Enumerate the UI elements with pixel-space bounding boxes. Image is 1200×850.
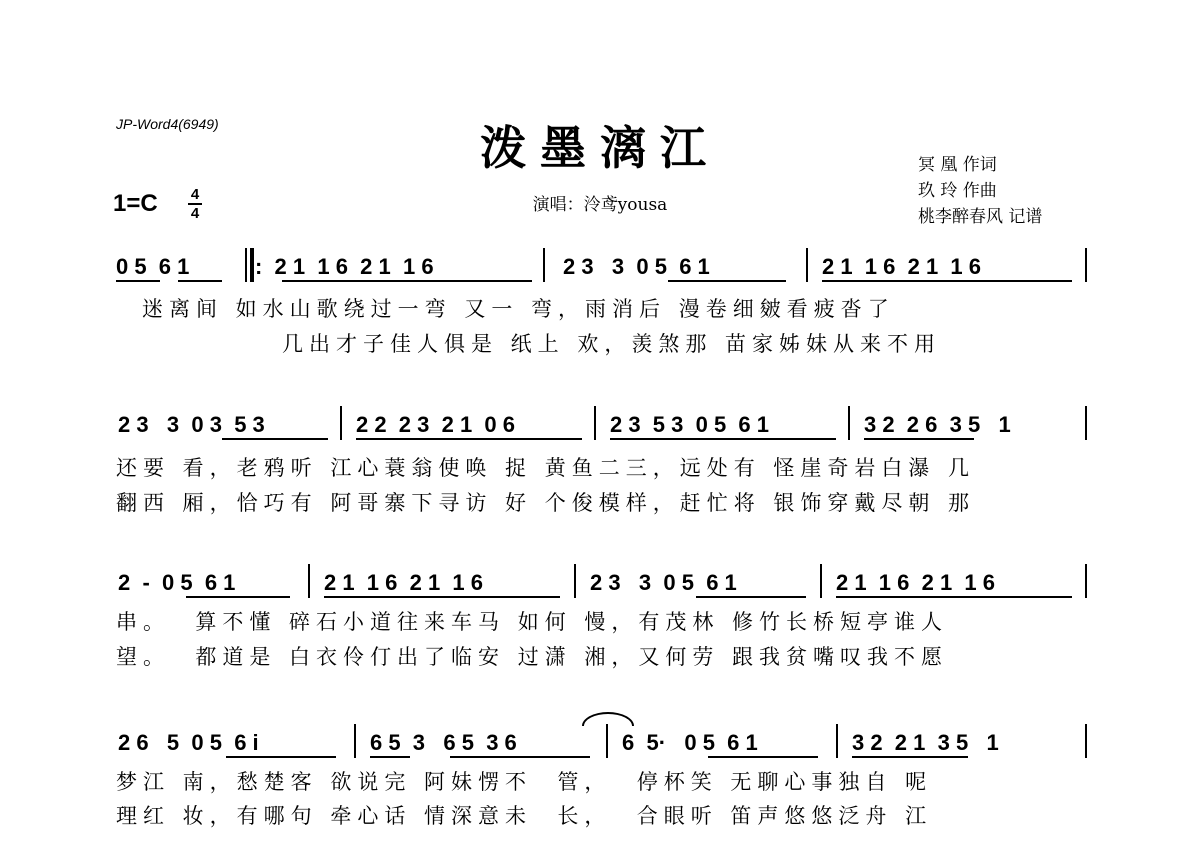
slur-mark: [582, 712, 634, 726]
underline: [450, 756, 590, 758]
underline: [610, 438, 836, 440]
measure-1-1: 0 5 6 1: [116, 254, 190, 279]
underline: [852, 756, 968, 758]
measure-2-2: 2 2 2 3 2 1 0 6: [356, 412, 516, 437]
measure-3-4: 2 1 1 6 2 1 1 6: [836, 570, 996, 595]
underline: [696, 596, 806, 598]
repeat-barline-thin: [245, 248, 247, 282]
underline: [186, 596, 290, 598]
underline: [708, 756, 818, 758]
underline: [222, 438, 328, 440]
barline: [1085, 406, 1087, 440]
key-signature: 1=C: [113, 190, 158, 217]
underline: [836, 596, 1072, 598]
barline: [820, 564, 822, 598]
barline: [594, 406, 596, 440]
barline: [1085, 724, 1087, 758]
underline: [324, 596, 560, 598]
measure-2-4: 3 2 2 6 3 5 1: [864, 412, 1011, 437]
underline: [282, 280, 532, 282]
measure-4-3: 6 5· 0 5 6 1: [622, 730, 758, 755]
underline: [116, 280, 160, 282]
barline: [574, 564, 576, 598]
barline: [340, 406, 342, 440]
barline: [543, 248, 545, 282]
measure-3-1: 2 - 0 5 6 1: [118, 570, 236, 595]
barline: [848, 406, 850, 440]
singer-credit: 演唱：泠鸢yousa: [532, 195, 668, 215]
barline: [1085, 248, 1087, 282]
underline: [178, 280, 222, 282]
measure-1-2: : 2 1 1 6 2 1 1 6: [255, 254, 434, 279]
lyrics-line-1: 串。 算不懂 碎石小道往来车马 如何 慢，有茂林 修竹长桥短亭谁人: [116, 610, 949, 634]
barline: [1085, 564, 1087, 598]
measure-3-3: 2 3 3 0 5 6 1: [590, 570, 737, 595]
lyrics-line-1: 梦江 南，愁楚客 欲说完 阿妹愣不 管， 停杯笑 无聊心事独自 呢: [116, 770, 933, 794]
measure-4-4: 3 2 2 1 3 5 1: [852, 730, 999, 755]
underline: [370, 756, 410, 758]
barline: [308, 564, 310, 598]
underline: [356, 438, 582, 440]
measure-3-2: 2 1 1 6 2 1 1 6: [324, 570, 484, 595]
measure-1-3: 2 3 3 0 5 6 1: [563, 254, 710, 279]
lyrics-line-2: 理红 妆，有哪句 牵心话 情深意未 长， 合眼听 笛声悠悠泛舟 江: [116, 804, 933, 828]
measure-4-2: 6 5 3 6 5 3 6: [370, 730, 517, 755]
lyrics-line-2: 几出才子佳人俱是 纸上 欢，羡煞那 苗家姊妹从来不用: [282, 332, 942, 356]
composer-credit: 玖 玲 作曲: [918, 181, 997, 201]
underline: [822, 280, 1072, 282]
software-version: JP-Word4(6949): [116, 116, 219, 132]
time-signature: [188, 186, 202, 222]
song-title: 泼墨漓江: [480, 121, 720, 175]
transcriber-credit: 桃李醉春风 记谱: [918, 207, 1043, 227]
measure-4-1: 2 6 5 0 5 6 i: [118, 730, 259, 755]
underline: [668, 280, 786, 282]
lyrics-line-1: 还要 看，老鸦听 江心蓑翁使唤 捉 黄鱼二三，远处有 怪崖奇岩白瀑 几: [116, 456, 976, 480]
lyrics-line-1: 迷离间 如水山歌绕过一弯 又一 弯，雨消后 漫卷细皴看疲沓了: [142, 297, 895, 321]
meter-numerator: 4: [190, 186, 200, 203]
lyrics-line-2: 翻西 厢，恰巧有 阿哥寨下寻访 好 个俊模样，赶忙将 银饰穿戴尽朝 那: [116, 491, 976, 515]
barline: [606, 724, 608, 758]
barline: [806, 248, 808, 282]
measure-1-4: 2 1 1 6 2 1 1 6: [822, 254, 982, 279]
barline: [354, 724, 356, 758]
lyrics-line-2: 望。 都道是 白衣伶仃出了临安 过潇 湘，又何劳 跟我贫嘴叹我不愿: [116, 645, 949, 669]
barline: [836, 724, 838, 758]
measure-2-1: 2 3 3 0 3 5 3: [118, 412, 265, 437]
meter-denominator: 4: [190, 205, 200, 222]
underline: [864, 438, 974, 440]
measure-2-3: 2 3 5 3 0 5 6 1: [610, 412, 770, 437]
lyricist-credit: 冥 凰 作词: [918, 155, 997, 175]
underline: [226, 756, 336, 758]
repeat-barline-thick: [250, 248, 254, 282]
